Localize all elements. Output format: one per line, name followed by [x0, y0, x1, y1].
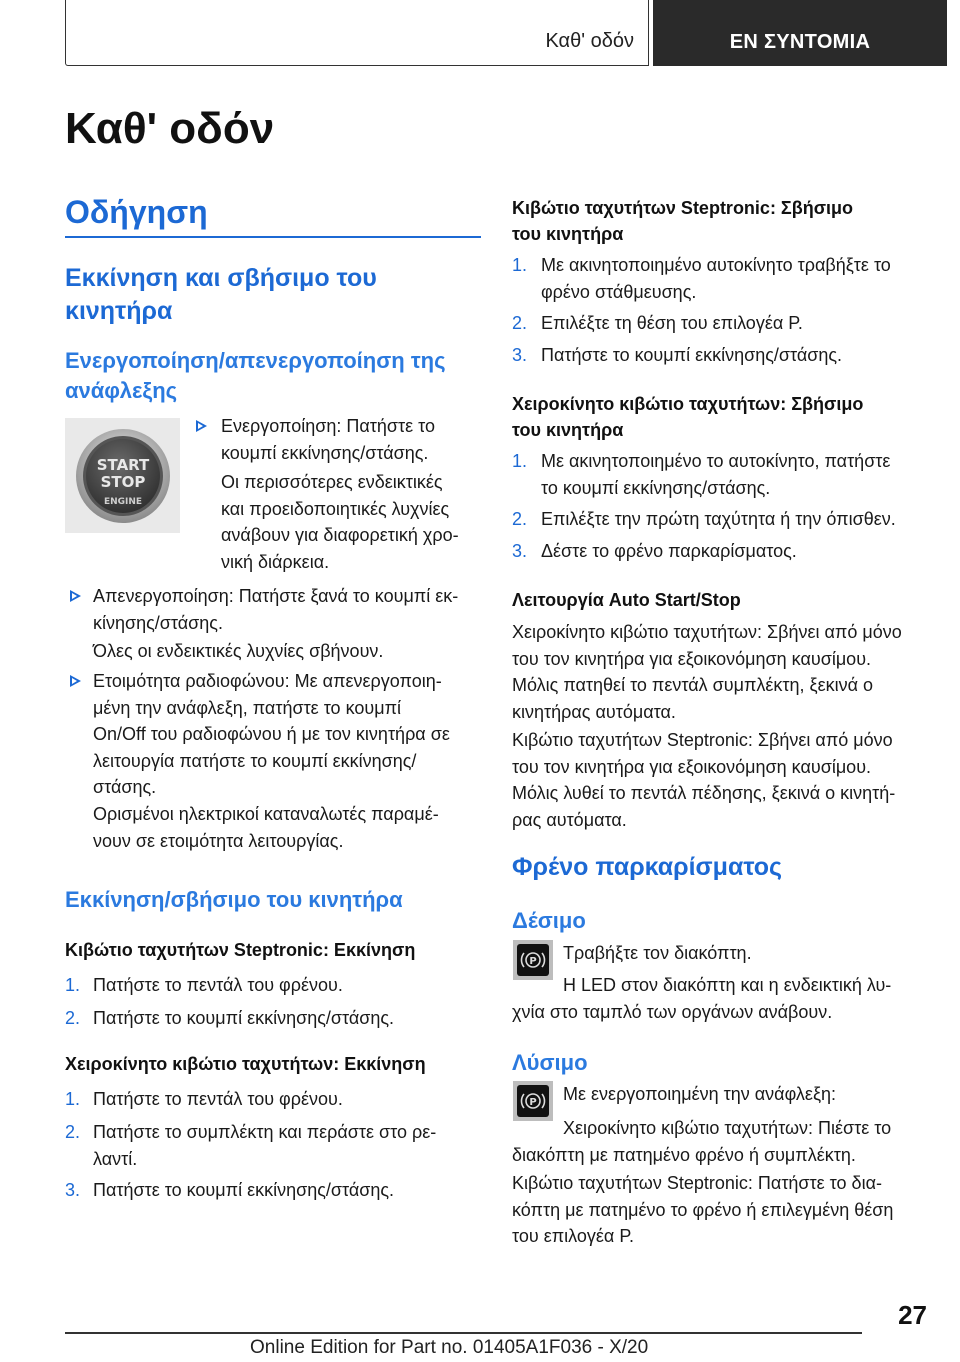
- paragraph-steptronic-auto: [512, 727, 895, 833]
- list-number: 1.: [65, 1089, 81, 1109]
- text-line: ανάβουν για διαφορετική χρο-: [221, 525, 459, 545]
- paragraph-manual-auto: [512, 619, 902, 725]
- text-line: Με ακινητοποιημένο το αυτοκίνητο, πατήστε: [541, 451, 891, 471]
- start-label: START: [96, 455, 149, 474]
- apply-step: Τραβήξτε τον διακόπτη.: [563, 943, 752, 963]
- text-line: κουμπί εκκίνησης/στάσης.: [221, 442, 429, 463]
- heading-driving: Οδήγηση: [65, 194, 208, 230]
- text-line: Ορισμένοι ηλεκτρικοί καταναλωτές παραμέ-: [93, 804, 439, 824]
- text-line: στάσης.: [93, 777, 157, 797]
- parking-brake-switch-image: [513, 940, 553, 980]
- list-number: 1.: [512, 451, 528, 471]
- parking-brake-symbol: [520, 1090, 546, 1112]
- release-manual: Χειροκίνητο κιβώτιο ταχυτήτων: Πιέστε το: [563, 1118, 892, 1138]
- short-tab[interactable]: [653, 0, 947, 66]
- text-line: φρένο στάθμευσης.: [541, 281, 697, 302]
- list-item: [93, 1119, 436, 1172]
- heading-line: κινητήρα: [65, 297, 173, 325]
- note-consumers: [93, 801, 439, 854]
- text-line: κινητήρας αυτόματα.: [512, 701, 676, 722]
- heading-manual-stop: [512, 391, 863, 443]
- text-line: μένη την ανάφλεξη, πατήστε το κουμπί: [93, 697, 401, 718]
- bullet-activation: [221, 413, 435, 466]
- release-steptronic: [512, 1170, 893, 1250]
- list-item: [541, 448, 890, 501]
- parking-brake-icon: [517, 1085, 549, 1117]
- bullet-triangle-icon: [70, 675, 81, 687]
- text-line: λαντί.: [93, 1148, 138, 1169]
- list-item: Πατήστε το πεντάλ του φρένου.: [93, 975, 343, 995]
- text-line: Ενεργοποίηση: Πατήστε το: [221, 416, 435, 436]
- list-item: Πατήστε το κουμπί εκκίνησης/στάσης.: [93, 1008, 395, 1028]
- text-line: Κιβώτιο ταχυτήτων Steptronic: Σβήνει από μόνο: [512, 730, 893, 750]
- stop-label: STOP: [100, 472, 145, 491]
- release-condition: Με ενεργοποιημένη την ανάφλεξη:: [563, 1084, 837, 1104]
- start-stop-button-image: [65, 418, 180, 533]
- text-line: νουν σε ετοιμότητα λειτουργίας.: [93, 830, 344, 851]
- bullet-deactivation: [93, 583, 458, 636]
- text-line: του τον κινητήρα για εξοικονόμηση καυσίμου.: [512, 756, 872, 777]
- page-title: Καθ' οδόν: [65, 104, 275, 153]
- heading-manual-start: Χειροκίνητο κιβώτιο ταχυτήτων: Εκκίνηση: [65, 1054, 426, 1074]
- list-number: 2.: [65, 1122, 81, 1142]
- heading-line: Ενεργοποίηση/απενεργοποίηση της: [65, 348, 446, 373]
- text-line: Ετοιμότητα ραδιοφώνου: Με απενεργοποιη-: [93, 671, 442, 691]
- text-line: Οι περισσότερες ενδεικτικές: [221, 472, 443, 492]
- heading-release: Λύσιμο: [512, 1050, 588, 1075]
- parking-brake-switch-image: [513, 1081, 553, 1121]
- text-line: Μόλις λυθεί το πεντάλ πέδησης, ξεκινά ο κινητή-: [512, 783, 896, 803]
- bullet-triangle-icon: [70, 590, 81, 602]
- text-line: του τον κινητήρα για εξοικονόμηση καυσίμου.: [512, 648, 872, 669]
- text-line: ρας αυτόματα.: [512, 809, 627, 830]
- list-item: Δέστε το φρένο παρκαρίσματος.: [541, 541, 797, 561]
- text-line: Με ακινητοποιημένο αυτοκίνητο τραβήξτε το: [541, 255, 891, 275]
- release-manual-cont: διακόπτη με πατημένο φρένο ή συμπλέκτη.: [512, 1145, 856, 1165]
- text-line: Κιβώτιο ταχυτήτων Steptronic: Σβήσιμο: [512, 198, 854, 218]
- heading-start-stop-engine: [65, 262, 377, 328]
- text-line: Πατήστε το συμπλέκτη και περάστε στο ρε-: [93, 1122, 437, 1142]
- heading-line: Εκκίνηση και σβήσιμο του: [65, 264, 377, 292]
- page-number: 27: [898, 1300, 927, 1330]
- heading-ignition: [65, 346, 446, 406]
- list-number: 3.: [65, 1180, 81, 1200]
- list-number: 1.: [512, 255, 528, 275]
- engine-label: ENGINE: [103, 496, 142, 507]
- text-line: Μόλις πατηθεί το πεντάλ συμπλέκτη, ξεκινά ο: [512, 675, 874, 695]
- bullet-triangle-icon: [196, 420, 207, 432]
- list-item: Πατήστε το κουμπί εκκίνησης/στάσης.: [93, 1180, 395, 1200]
- text-line: On/Off του ραδιοφώνου ή με τον κινητήρα σε: [93, 724, 450, 744]
- heading-auto-start-stop: Λειτουργία Auto Start/Stop: [512, 590, 741, 610]
- start-stop-button-icon: [73, 426, 173, 526]
- heading-engine-start-stop: Εκκίνηση/σβήσιμο του κινητήρα: [65, 887, 403, 912]
- text-line: Χειροκίνητο κιβώτιο ταχυτήτων: Σβήσιμο: [512, 394, 864, 414]
- section-tab-label: Καθ' οδόν: [545, 30, 634, 52]
- text-line: του επιλογέα P.: [512, 1226, 635, 1246]
- text-line: Απενεργοποίηση: Πατήστε ξανά το κουμπί εκ-: [93, 586, 459, 606]
- list-item: [541, 252, 891, 305]
- note-lights-off: Όλες οι ενδεικτικές λυχνίες σβήνουν.: [93, 641, 384, 661]
- footer-rule: [65, 1332, 862, 1334]
- text-line: λειτουργία πατήστε το κουμπί εκκίνησης/: [93, 750, 417, 771]
- section-tab[interactable]: [65, 0, 649, 66]
- heading-parking-brake: Φρένο παρκαρίσματος: [512, 853, 783, 881]
- p-letter: P: [529, 1097, 537, 1108]
- text-line: και προειδοποιητικές λυχνίες: [221, 498, 450, 519]
- text-line: νική διάρκεια.: [221, 551, 330, 572]
- text-line: Κιβώτιο ταχυτήτων Steptronic: Πατήστε το δια-: [512, 1173, 882, 1193]
- p-letter: P: [529, 956, 537, 967]
- note-indicator-lights: [221, 469, 459, 575]
- list-number: 2.: [65, 1008, 81, 1028]
- list-number: 2.: [512, 313, 528, 333]
- short-tab-label: ΕΝ ΣΥΝΤΟΜΙΑ: [729, 31, 871, 53]
- apply-led-note: Η LED στον διακόπτη και η ενδεικτική λυ-: [563, 975, 892, 995]
- header-tabs: [65, 0, 960, 66]
- parking-brake-icon: [517, 944, 549, 976]
- text-line: κίνησης/στάσης.: [93, 612, 223, 633]
- list-item: Επιλέξτε τη θέση του επιλογέα P.: [541, 313, 803, 333]
- list-item: Πατήστε το κουμπί εκκίνησης/στάσης.: [541, 345, 843, 365]
- text-line: του κινητήρα: [512, 224, 624, 244]
- text-line: Χειροκίνητο κιβώτιο ταχυτήτων: Σβήνει από μόνο: [512, 622, 902, 642]
- list-number: 1.: [65, 975, 81, 995]
- list-number: 3.: [512, 345, 528, 365]
- heading-steptronic-stop: [512, 195, 853, 247]
- list-item: Πατήστε το πεντάλ του φρένου.: [93, 1089, 343, 1109]
- heading-steptronic-start: Κιβώτιο ταχυτήτων Steptronic: Εκκίνηση: [65, 940, 416, 960]
- text-line: το κουμπί εκκίνησης/στάσης.: [541, 477, 771, 498]
- text-line: κόπτη με πατημένο το φρένο ή επιλεγμένη θέση: [512, 1199, 894, 1220]
- list-item: Επιλέξτε την πρώτη ταχύτητα ή την όπισθεν.: [541, 509, 896, 529]
- footer-edition: Online Edition for Part no. 01405A1F036 - X/20: [250, 1337, 649, 1358]
- apply-led-note-cont: χνία στο ταμπλό των οργάνων ανάβουν.: [512, 1002, 833, 1022]
- heading-line: ανάφλεξης: [65, 378, 178, 403]
- heading-rule: [65, 236, 481, 238]
- parking-brake-symbol: [520, 949, 546, 971]
- bullet-radio-ready: [93, 668, 450, 801]
- list-number: 3.: [512, 541, 528, 561]
- text-line: του κινητήρα: [512, 420, 624, 440]
- list-number: 2.: [512, 509, 528, 529]
- heading-apply: Δέσιμο: [512, 908, 586, 933]
